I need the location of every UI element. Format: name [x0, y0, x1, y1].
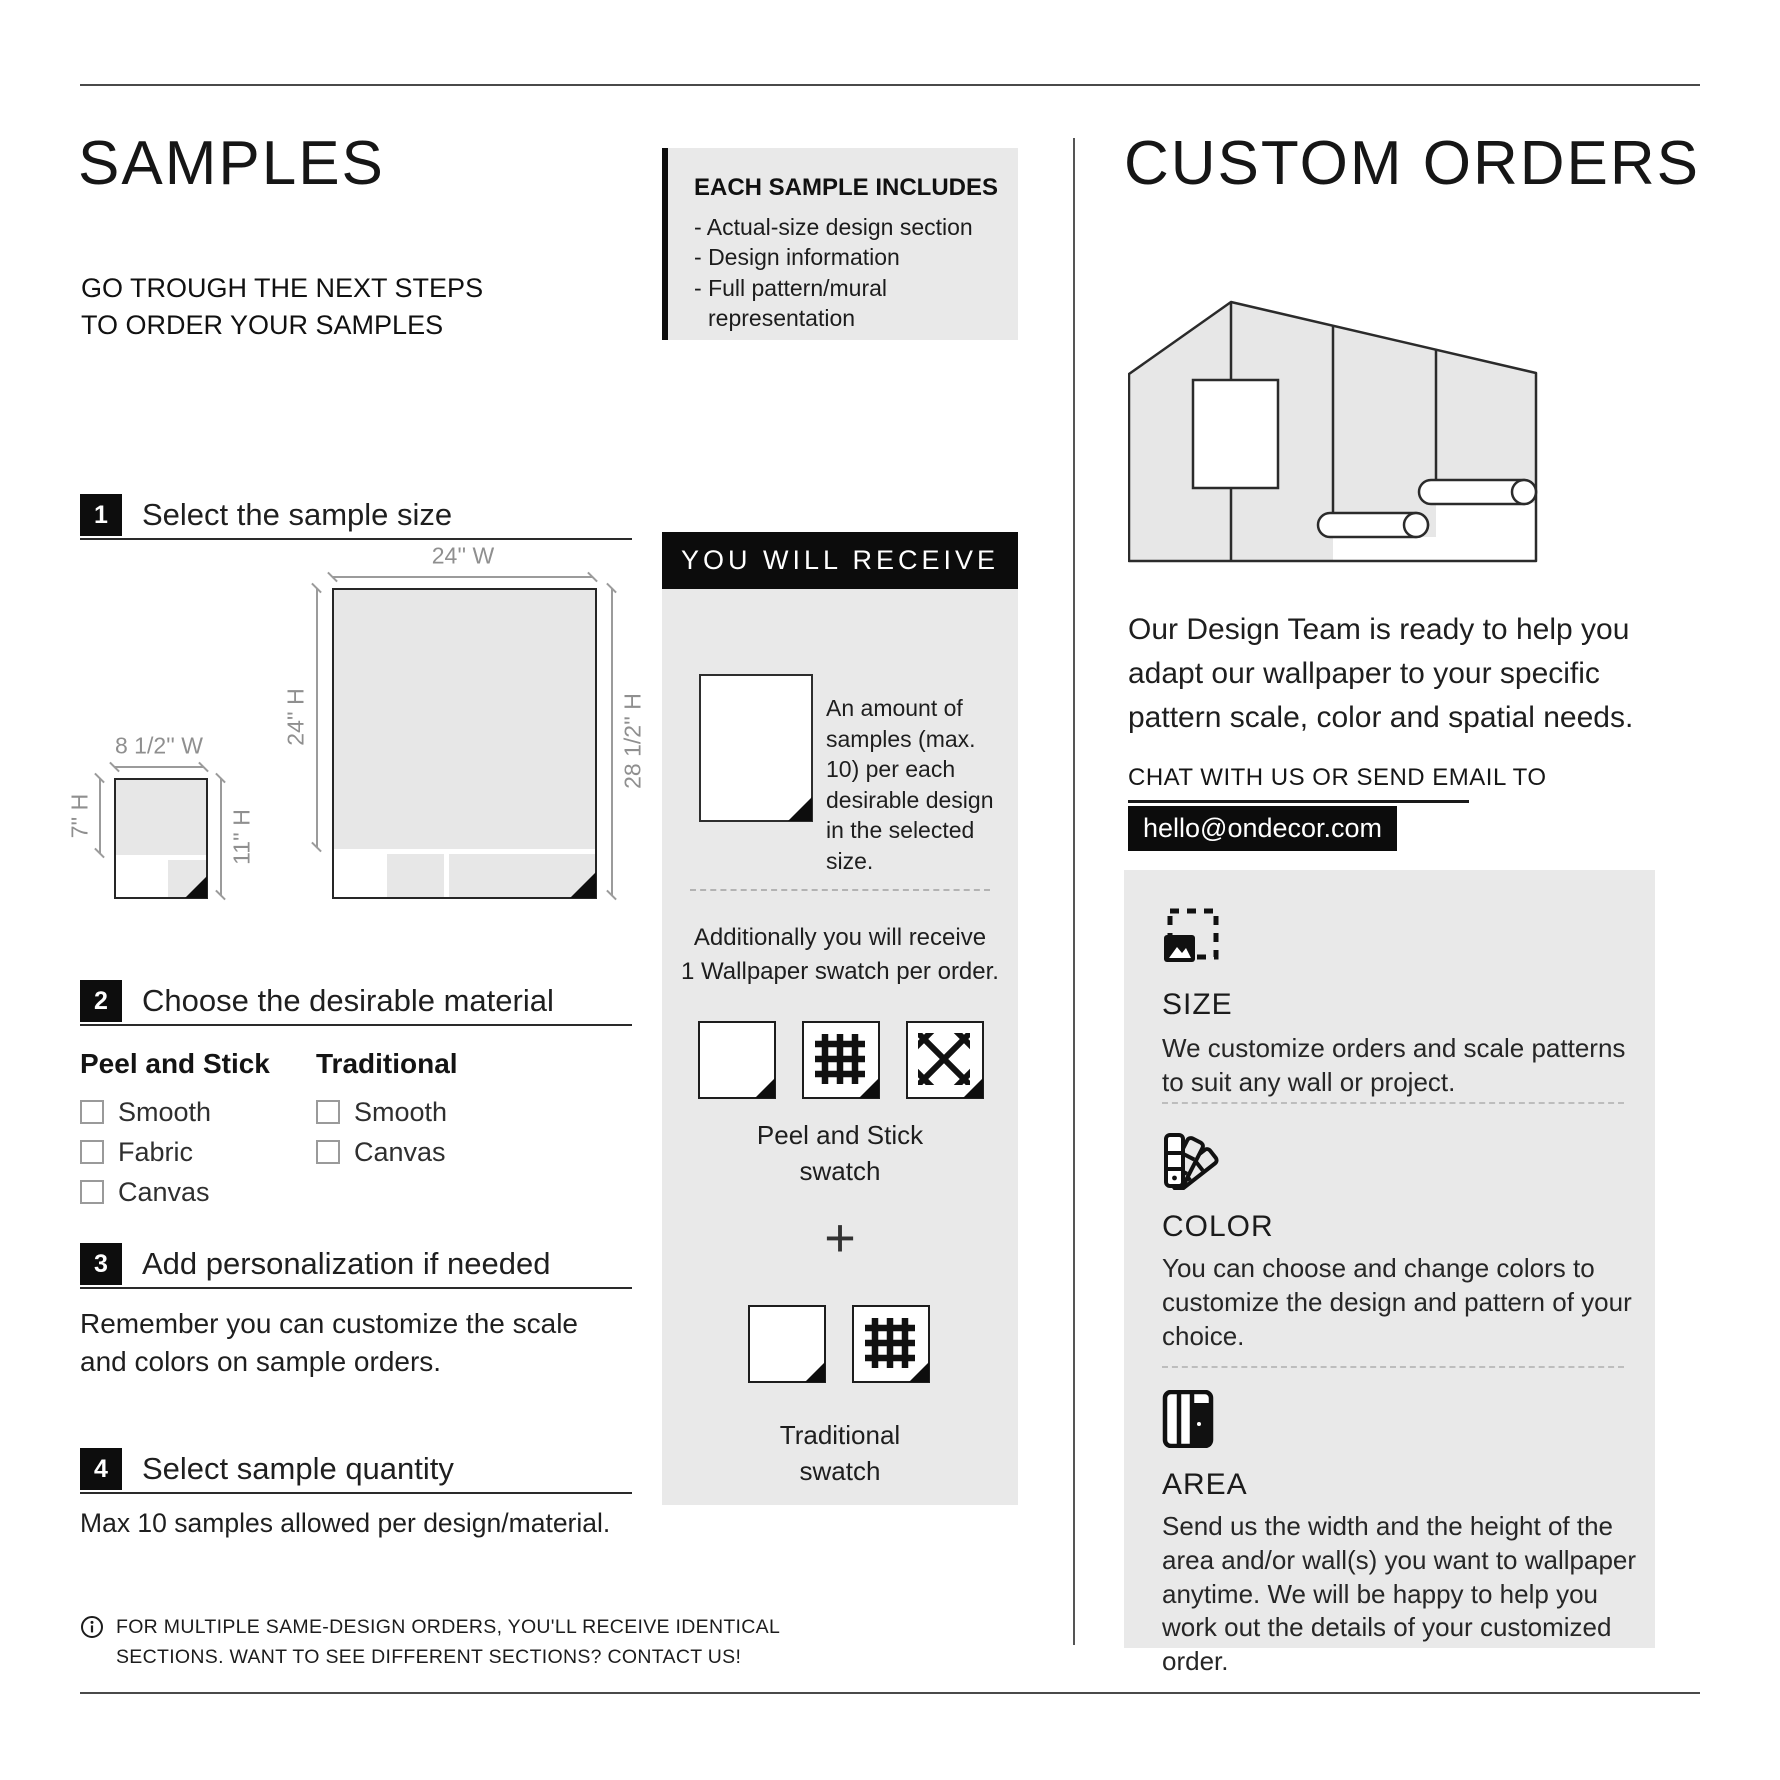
design-team-intro: Our Design Team is ready to help you adapt our wallpaper to your specific pattern scale, color and spatial needs. [1128, 613, 1634, 735]
option-peel-canvas: Canvas [80, 1172, 211, 1212]
small-width-label: 8 1/2'' W [114, 732, 204, 759]
step-4-title: Select sample quantity [142, 1451, 454, 1486]
bottom-rule [80, 1692, 1700, 1694]
small-full-height-label: 11'' H [228, 809, 255, 865]
top-rule [80, 84, 1700, 86]
area-icon [1162, 1390, 1220, 1448]
footnote [80, 1612, 780, 1672]
column-divider [1073, 138, 1075, 1645]
step-2-title: Choose the desirable material [142, 983, 554, 1018]
checkbox-trad-canvas[interactable] [316, 1140, 340, 1164]
footnote-line1: FOR MULTIPLE SAME-DESIGN ORDERS, YOU'LL RECEIVE IDENTICAL [116, 1616, 781, 1638]
step-3-number: 3 [80, 1243, 122, 1285]
feature-size-title: SIZE [1162, 988, 1233, 1021]
step-1-number: 1 [80, 494, 122, 536]
checkbox-peel-smooth[interactable] [80, 1100, 104, 1124]
checkbox-peel-fabric[interactable] [80, 1140, 104, 1164]
step-3-header [80, 1243, 632, 1289]
you-will-receive-panel [662, 589, 1018, 1505]
includes-item: - Full pattern/mural representation [694, 273, 994, 334]
small-full-height-dimension-line [220, 778, 222, 895]
peel-and-stick-heading: Peel and Stick [80, 1048, 270, 1079]
small-inner-height-label: 7'' H [66, 793, 93, 839]
sample-sheet-illustration [699, 674, 813, 822]
step-1-header [80, 494, 632, 540]
small-sample-diagram [114, 778, 208, 899]
info-icon [80, 1615, 104, 1639]
traditional-swatch-label-line1: Traditional [779, 1420, 901, 1450]
step-2-header [80, 980, 632, 1026]
includes-list [694, 212, 994, 333]
includes-box-accent-bar [662, 148, 668, 340]
dashed-divider [1162, 1102, 1624, 1104]
samples-subtitle [81, 270, 483, 343]
small-inner-height-dimension-line [99, 778, 101, 853]
step-4-header [80, 1448, 632, 1494]
page-fold-corner [788, 797, 812, 821]
wallpapered-wall-illustration [1128, 294, 1538, 564]
peel-swatch-label-line2: swatch [799, 1156, 881, 1187]
dashed-divider [1162, 1366, 1624, 1368]
chat-underline [1128, 800, 1469, 803]
feature-area-text: Send us the width and the height of the area and/or wall(s) you want to wallpaper anytime. We will be happy to help you work out the details of your customized order. [1162, 1511, 1637, 1677]
large-sample-diagram [332, 588, 597, 899]
feature-size-text: We customize orders and scale patterns to suit any wall or project. [1162, 1033, 1626, 1097]
additional-text-line1: Additionally you will receive [693, 924, 987, 951]
each-sample-includes-box [662, 148, 1018, 340]
checkbox-trad-smooth[interactable] [316, 1100, 340, 1124]
includes-item: - Design information [694, 242, 994, 272]
large-width-dimension-line [332, 576, 593, 578]
samples-amount-text: An amount of samples (max. 10) per each desirable design in the selected size. [826, 695, 994, 874]
samples-title: SAMPLES [78, 129, 385, 198]
step-4-number: 4 [80, 1448, 122, 1490]
large-full-height-dimension-line [611, 588, 613, 895]
dashed-divider [690, 889, 990, 891]
option-peel-smooth: Smooth [80, 1092, 211, 1132]
traditional-options [316, 1092, 447, 1172]
large-width-label: 24'' W [431, 542, 495, 569]
grid-swatch-icon [852, 1305, 930, 1383]
custom-orders-title: CUSTOM ORDERS [1124, 129, 1701, 198]
step-2-number: 2 [80, 980, 122, 1022]
step-3-title: Add personalization if needed [142, 1246, 551, 1281]
peel-swatch-label-line1: Peel and Stick [756, 1120, 924, 1150]
blank-swatch-icon [698, 1021, 776, 1099]
small-width-dimension-line [114, 766, 204, 768]
feature-area-title: AREA [1162, 1468, 1248, 1501]
plus-sign: + [824, 1208, 856, 1268]
grid-swatch-icon [802, 1021, 880, 1099]
large-full-height-label: 28 1/2'' H [619, 693, 646, 789]
option-trad-canvas: Canvas [316, 1132, 447, 1172]
large-sample-design-section [334, 849, 595, 897]
peel-options [80, 1092, 211, 1212]
footnote-line2: SECTIONS. WANT TO SEE DIFFERENT SECTIONS? CONTACT US! [116, 1646, 742, 1669]
crosshatch-swatch-icon [906, 1021, 984, 1099]
checkbox-peel-canvas[interactable] [80, 1180, 104, 1204]
large-inner-height-label: 24'' H [282, 688, 309, 746]
traditional-heading: Traditional [316, 1048, 458, 1079]
traditional-swatch-label-line2: swatch [799, 1456, 881, 1487]
color-icon [1162, 1132, 1220, 1190]
large-inner-height-dimension-line [316, 588, 318, 847]
email-badge[interactable]: hello@ondecor.com [1128, 806, 1397, 851]
samples-subtitle-line2: TO ORDER YOUR SAMPLES [81, 309, 444, 340]
custom-orders-panel [1124, 870, 1655, 1677]
size-icon [1162, 908, 1220, 966]
feature-color-text: You can choose and change colors to customize the design and pattern of your choice. [1162, 1253, 1632, 1351]
step-3-text: Remember you can customize the scale and colors on sample orders. [80, 1308, 578, 1378]
step-4-text: Max 10 samples allowed per design/material. [80, 1508, 611, 1538]
chat-label: CHAT WITH US OR SEND EMAIL TO [1128, 764, 1547, 791]
feature-color-title: COLOR [1162, 1210, 1274, 1243]
additional-text-line2: 1 Wallpaper swatch per order. [681, 958, 999, 986]
blank-swatch-icon [748, 1305, 826, 1383]
step-1-title: Select the sample size [142, 497, 453, 532]
includes-item: - Actual-size design section [694, 212, 994, 242]
option-trad-smooth: Smooth [316, 1092, 447, 1132]
you-will-receive-banner: YOU WILL RECEIVE [662, 532, 1018, 589]
samples-subtitle-line1: GO TROUGH THE NEXT STEPS [81, 273, 484, 303]
option-peel-fabric: Fabric [80, 1132, 211, 1172]
includes-box-title: EACH SAMPLE INCLUDES [694, 174, 999, 201]
